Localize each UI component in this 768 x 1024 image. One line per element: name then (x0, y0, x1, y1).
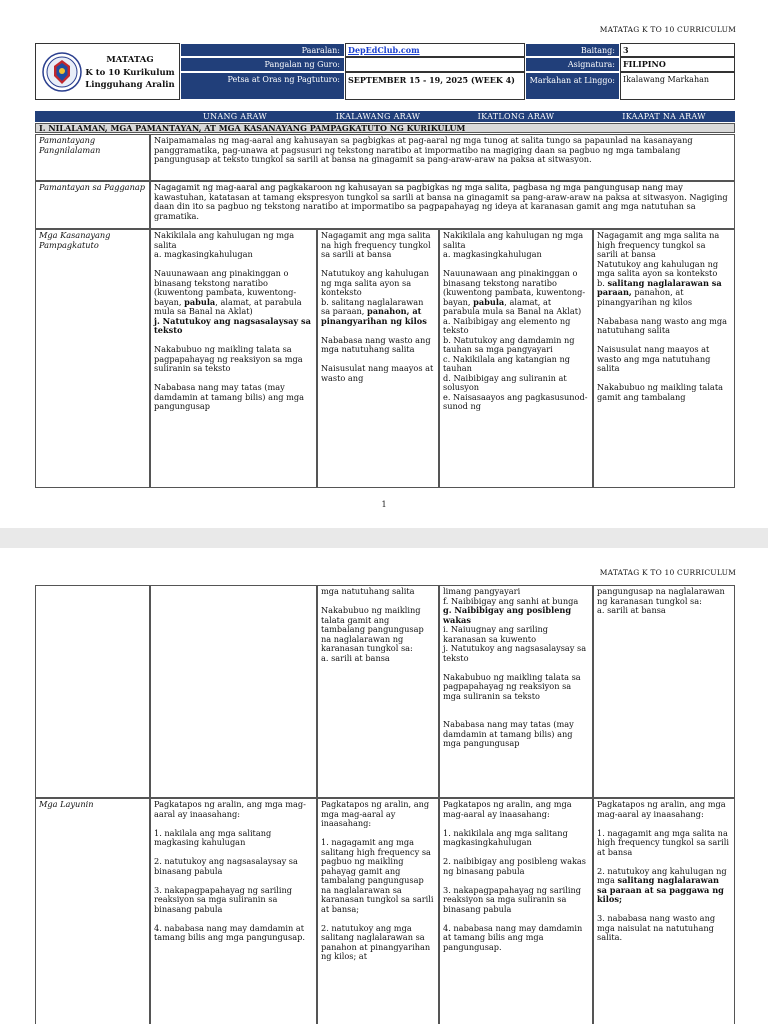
petsa-label: Petsa at Oras ng Pagtuturo: (180, 72, 345, 101)
header-row-3 (180, 72, 735, 101)
header-row-2 (180, 57, 735, 71)
layunin-day-1: Pagkatapos ng aralin, ang mga mag-aaral ay inaasahang: 1. nakilala ang mga salitang magkasing kahulugan 2. natutukoy ang nagsasalaysay sa binasang pabula 3. nakapagpapahayag ng sariling reaksiyon sa mga suliranin sa binasang pabula 4. nababasa nang may damdamin at tamang bilis ang mga pangungusap. (150, 798, 317, 1024)
text-span: Nakabubuo ng maikling talata sa pagpapahayag ng reaksiyon sa mga suliranin sa teksto Nababasa nang may tatas (may damdamin at tamang bilis) ang mga pangungusap (154, 344, 304, 411)
pangnilalaman-text: Naipamamalas ng mag-aaral ang kahusayan sa pagbigkas at pag-aaral ng mga tunog at salita tungo sa papaunlad na kasanayang panggramatika, pag-unawa at pagsusuri ng tekstong naratibo at impormatibo na magiging daan sa pagbuo ng mga tambalang pangungusap at teksto tungkol sa sarili at bansa na ginagamit sa pang-araw-araw na paksa at sitwasyon. (150, 134, 735, 181)
document-page-2 (0, 548, 768, 1024)
layunin-day-4 (593, 798, 735, 1024)
brand-box (35, 43, 180, 100)
kasanayan-label: Mga Kasanayang Pampagkatuto (35, 229, 150, 488)
kasanayan-day-3 (439, 229, 593, 488)
guro-label: Pangalan ng Guro: (180, 57, 345, 71)
school-link[interactable]: DepEdClub.com (348, 45, 420, 55)
header-row-1 (180, 43, 735, 57)
day-2-header: IKALAWANG ARAW (335, 112, 421, 121)
layunin-day-2: Pagkatapos ng aralin, ang mga mag-aaral ay inaasahang: 1. nagagamit ang mga salitang high frequency sa pagbuo ng maikling pahayag gamit ang tambalang pangungusap na naglalarawan sa karanasan tungkol sa sarili at bansa; 2. natutukoy ang mga salitang naglalarawan sa panahon at pinangyarihan ng kilos; at (317, 798, 439, 1024)
text-span: , alamat, at parabula mula sa Banal na Aklat) a. Naibibigay ang elemento ng teksto b. Natutukoy ang damdamin ng tauhan sa mga pangyayari c. Nakikilala ang katangian ng tauhan d. Naibibigay ang suliranin at solusyon e. Naisasaayos ang pagkasusunod-sunod ng (443, 296, 588, 411)
kasanayan-day-4 (593, 229, 735, 488)
text-span: 3. nababasa nang wasto ang mga naisulat na natutuhang salita. (597, 913, 716, 942)
section-title-row: I. NILALAMAN, MGA PAMANTAYAN, AT MGA KASANAYANG PAMPAGKATUTO NG KURIKULUM (35, 123, 735, 133)
text-span: Pagkatapos ng aralin, ang mga mag-aaral ay inaasahang: 1. nagagamit ang mga salita na high frequency tungkol sa sarili at bansa 2. natutukoy ang kahulugan ng mga (597, 799, 729, 885)
guro-value (345, 57, 525, 71)
brand-line-1: MATATAG (106, 55, 154, 65)
brand-line-3: Lingguhang Aralin (85, 80, 175, 90)
days-header-row (35, 111, 735, 122)
day-4-header: IKAAPAT NA ARAW (622, 112, 706, 121)
text-span: Nakikilala ang kahulugan ng mga salita a. magkasingkahulugan Nauunawaan ang pinakinggan o binasang tekstong naratibo (kuwentong pambata, kuwentong-bayan, (154, 230, 297, 307)
pagganap-text: Nagagamit ng mag-aaral ang pagkakaroon ng kahusayan sa pagbigkas ng mga salita, pagbasa ng mga pangungusap nang may kawastuhan, katatasan at tamang ekspresyon tungkol sa sarili at bansa na ginagamit sa pang-araw-araw na paksa at sitwasyon. Nagiging daan din ito sa pagbuo ng tekstong naratibo at impormatibo sa pagpapahayag ng ideya at karanasan gamit ang mga natutuhan sa gramatika. (150, 181, 735, 229)
bold-span: salitang naglalarawan sa paraan, (597, 277, 722, 297)
brand-line-2: K to 10 Kurikulum (85, 67, 175, 78)
kasanayan-label-cont (35, 585, 150, 798)
day-1-header: UNANG ARAW (203, 112, 267, 121)
layunin-day-3: Pagkatapos ng aralin, ang mga mag-aaral ay inaasahang: 1. nakikilala ang mga salitang magkasingkahulugan 2. naibibigay ang posibleng wakas ng binasang pabula 3. nakapagpapahayag ng sariling reaksiyon sa mga suliranin sa binasang pabula 4. nababasa nang may damdamin at tamang bilis ang mga pangungusap. (439, 798, 593, 1024)
petsa-value: SEPTEMBER 15 - 19, 2025 (WEEK 4) (345, 72, 525, 101)
bold-span: panahon, at pinangyarihan ng kilos (321, 306, 427, 326)
deped-seal-icon (42, 52, 82, 92)
page-number: 1 (381, 500, 387, 509)
bold-span: j. Natutukoy ang nagsasalaysay sa teksto (154, 315, 311, 335)
paaralan-label: Paaralan: (180, 43, 345, 57)
text-span: panahon, at pinangyarihan ng kilos Nababasa nang wasto ang mga natutuhang salita Naisusulat nang maayos at wasto ang mga natutuhang salita Nakabubuo ng maikling talata gamit ang tambalang (597, 287, 728, 402)
kasanayan-day-1 (150, 229, 317, 488)
kasanayan-day-2 (317, 229, 439, 488)
text-span: Nagagamit ang mga salita na high frequency tungkol sa sarili at bansa Natutukoy ang kahulugan ng mga salita ayon sa konteksto b. (597, 230, 720, 288)
brand-title (82, 54, 178, 92)
kasanayan-day-2-cont: mga natutuhang salita Nakabubuo ng maikling talata gamit ang tambalang pangungusap na naglalarawan ng karanasan tungkol sa: a. sarili at bansa (317, 585, 439, 798)
text-span: Nakikilala ang kahulugan ng mga salita a. magkasingkahulugan Nauunawaan ang pinakinggan o binasang tekstong naratibo (kuwentong pambata, kuwentong-bayan, (443, 230, 586, 307)
text-span: limang pangyayari f. Naibibigay ang sanhi at bunga (443, 586, 579, 606)
baitang-value: 3 (620, 43, 735, 57)
text-span: , alamat, at parabula mula sa Banal na Aklat) (154, 296, 302, 316)
curriculum-label: MATATAG K TO 10 CURRICULUM (599, 25, 736, 34)
curriculum-label: MATATAG K TO 10 CURRICULUM (599, 568, 736, 577)
markahan-label: Markahan at Linggo: (525, 72, 620, 101)
layunin-label: Mga Layunin (35, 798, 150, 1024)
bold-span: g. Naibibigay ang posibleng wakas (443, 605, 572, 625)
bold-span: pabula (184, 296, 216, 307)
bold-span: salitang naglalarawan sa paraan at sa paggawa ng kilos; (597, 875, 724, 904)
text-span: Nababasa nang wasto ang mga natutuhang salita Naisusulat nang maayos at wasto ang (321, 334, 434, 383)
markahan-value: Ikalawang Markahan (620, 72, 735, 101)
bold-span: pabula (473, 296, 505, 307)
kasanayan-day-3-cont (439, 585, 593, 798)
kasanayan-day-4-cont: pangungusap na naglalarawan ng karanasan tungkol sa: a. sarili at bansa (593, 585, 735, 798)
header-block (35, 43, 735, 100)
paaralan-value (345, 43, 525, 57)
kasanayan-day-1-cont (150, 585, 317, 798)
text-span: Nagagamit ang mga salita na high frequency tungkol sa sarili at bansa Natutukoy ang kahulugan ng mga salita ayon sa konteksto b. salitang naglalarawan sa paraan, (321, 230, 431, 316)
text-span: i. Naiuugnay ang sariling karanasan sa kuwento j. Natutukoy ang nagsasalaysay sa teksto Nakabubuo ng maikling talata sa pagpapahayag ng reaksiyon sa mga suliranin sa teksto Nababasa nang may tatas (may damdamin at tamang bilis) ang mga pangungusap (443, 624, 587, 748)
pangnilalaman-label: Pamantayang Pangnilalaman (35, 134, 150, 181)
day-3-header: IKATLONG ARAW (477, 112, 555, 121)
baitang-label: Baitang: (525, 43, 620, 57)
pagganap-label: Pamantayan sa Pagganap (35, 181, 150, 229)
asignatura-value: FILIPINO (620, 57, 735, 71)
asignatura-label: Asignatura: (525, 57, 620, 71)
